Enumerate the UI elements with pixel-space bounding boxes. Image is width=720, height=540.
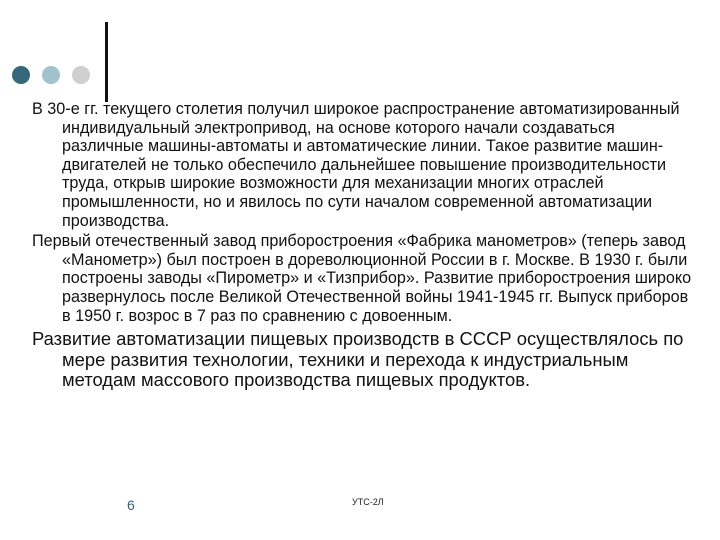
slide-body [32,100,692,392]
dot-dark [12,66,30,84]
footer-code: УТС-2Л [352,497,384,507]
paragraph-food-automation: Развитие автоматизации пищевых производств в СССР осуществлялось по мере развития технологии, техники и перехода к индустриальным методам массового производства пищевых продуктов. [32,328,684,390]
dot-light [72,66,90,84]
dot-mid [42,66,60,84]
paragraph-instrument-plants: Первый отечественный завод приборостроения «Фабрика манометров» (теперь завод «Манометр») был построен в дореволюционной России в г. Москве. В 1930 г. были построены заводы «Пирометр» и «Тизприбор». Развитие приборостроения широко развернулось после Великой Отечественной войны 1941-1945 гг. Выпуск приборов в 1950 г. возрос в 7 раз по сравнению с довоенным. [32,232,692,325]
vertical-accent-line [105,22,108,102]
page-number: 6 [127,497,135,513]
paragraph-electric-drive: В 30-е гг. текущего столетия получил широкое распространение автоматизированный индивидуальный электропривод, на основе которого начали создаваться различные машины-автоматы и автоматические линии. Такое развитие машин-двигателей не только обеспечило дальнейшее повышение производительности труда, открыв широкие возможности для механизации многих отраслей промышленности, но и явилось по сути началом современной автоматизации производства. [32,100,680,230]
